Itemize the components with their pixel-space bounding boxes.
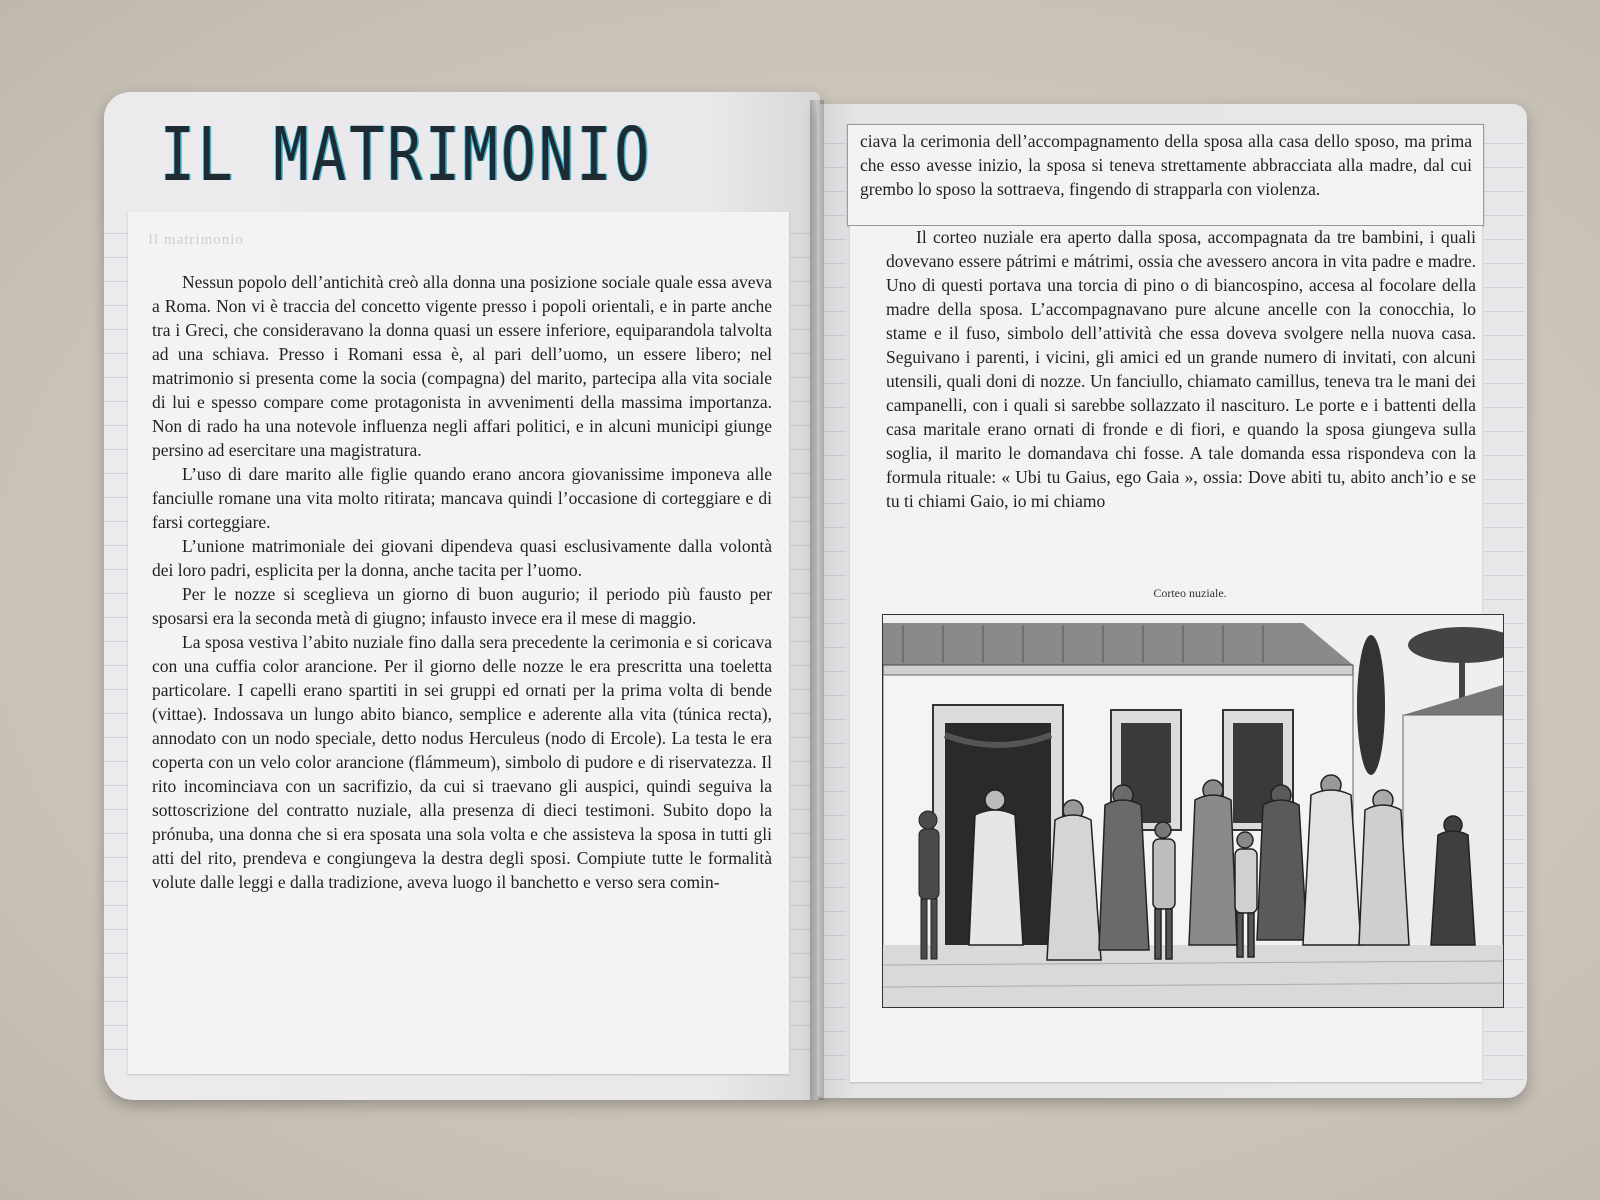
paragraph: L’uso di dare marito alle figlie quando erano ancora giovanissime imponeva alle fanciulle romane una vita molto ritirata; mancava quindi l’occasione di corteggiare e di farsi corteggiare. <box>152 464 772 532</box>
ruled-lines-left-edge <box>790 210 812 1070</box>
right-main-body-text <box>886 225 1476 513</box>
paragraph: Nessun popolo dell’antichità creò alla donna una posizione sociale quale essa aveva a Roma. Non vi è traccia del concetto vigente presso i popoli orientali, e in parte anche tra i Greci, che consideravano la donna quasi un essere inferiore, equiparandola talvolta ad una schiava. Presso i Romani essa è, al pari dell’uomo, un essere libero; nel matrimonio si presenta come la socia (compagna) del marito, partecipa alla vita sociale di lui e spesso compare come protagonista in avvenimenti della massima importanza. Non di rado ha una notevole influenza negli affari politici, e in alcuni municipi giunge persino ad esercitare una magistratura. <box>152 272 772 460</box>
paragraph: Il corteo nuziale era aperto dalla sposa, accompagnata da tre bambini, i quali dovevano essere pátrimi e mátrimi, ossia che avessero ancora in vita padre e madre. Uno di questi portava una torcia di pino o di biancospino, accesa al focolare della madre della sposa. L’accompagnavano pure alcune ancelle con la conocchia, lo stame e il fuso, simbolo dell’attività che essa doveva svolgere nella nuova casa. Seguivano i parenti, i vicini, gli amici ed un grande numero di invitati, con alcuni utensili, quali doni di nozze. Un fanciullo, chiamato camillus, teneva tra le mani dei campanelli, con i quali si sarebbe sollazzato il nascituro. Le porte e i battenti della casa maritale erano ornati di fronde e di fiori, e quando la sposa giungeva sulla soglia, il marito le domandava chi fosse. A tale domanda essa rispondeva con la formula rituale: « Ubi tu Gaius, ego Gaia », ossia: Dove abiti tu, abito anch’io e se tu ti chiami Gaio, io mi chiamo <box>886 227 1476 511</box>
procession-engraving-image <box>883 615 1503 1007</box>
illustration-caption: Corteo nuziale. <box>1153 586 1227 600</box>
page-title: IL MATRIMONIO <box>160 112 653 198</box>
faded-header-text: Il matrimonio <box>148 232 244 248</box>
paragraph: L’unione matrimoniale dei giovani dipendeva quasi esclusivamente dalla volontà dei loro padri, esplicita per la donna, anche tacita per l’uomo. <box>152 536 772 580</box>
left-body-text <box>152 270 772 894</box>
paragraph: La sposa vestiva l’abito nuziale fino dalla sera precedente la cerimonia e si coricava con una cuffia color arancione. Per il giorno delle nozze le era prescritta una toeletta particolare. I capelli erano spartiti in sei gruppi ed ornati per la prima volta di bende (vittae). Indossava un lungo abito bianco, semplice e aderente alla vita (túnica recta), annodato con un nodo speciale, detto nodus Herculeus (nodo di Ercole). La testa le era coperta con un velo color arancione (flámmeum), simbolo di pudore e di riservatezza. Il rito incominciava con un sacrifizio, da cui si traevano gli auspici, quindi seguiva la sottoscrizione del contratto nuziale, alla presenza di dieci testimoni. Subito dopo la prónuba, una donna che si era sposata una sola volta e che assisteva la sposa in tutti gli atti del rito, prendeva e congiungeva la destra degli sposi. Compiute tutte le formalità volute dalle leggi e dalla tradizione, aveva luogo il banchetto e verso sera comin- <box>152 632 772 892</box>
ruled-lines-right-margin <box>822 120 846 1080</box>
right-top-body-text <box>860 129 1472 201</box>
paragraph: ciava la cerimonia dell’accompagnamento della sposa alla casa dello sposo, ma prima che esso avesse inizio, la sposa si teneva strettamente abbracciata alla madre, dal cui grembo lo sposo la sottraeva, fingendo di strapparla con violenza. <box>860 131 1472 199</box>
ruled-lines-left-margin <box>104 210 130 1070</box>
paragraph: Per le nozze si sceglieva un giorno di buon augurio; il periodo più fausto per sposarsi era la seconda metà di giugno; infausto invece era il mese di maggio. <box>152 584 772 628</box>
wedding-procession-illustration <box>882 614 1504 1008</box>
